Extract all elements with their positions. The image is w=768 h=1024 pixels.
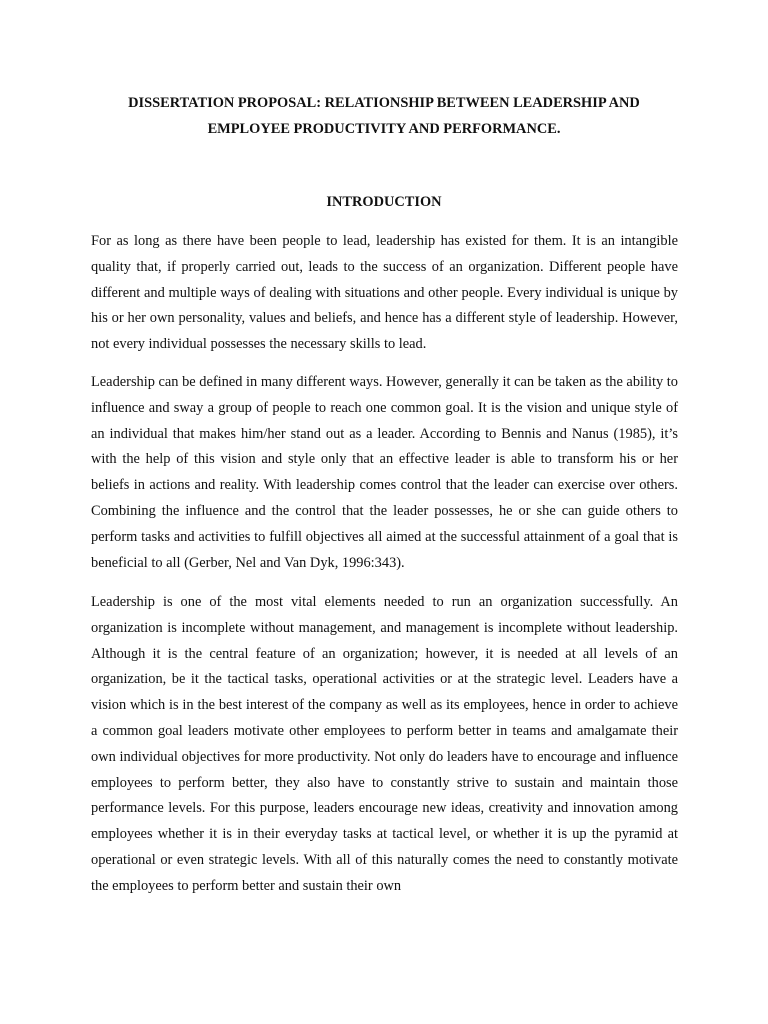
paragraph-1: For as long as there have been people to lead, leadership has existed for them. It is an intangible quality that, if properly carried out, leads to the success of an organization. Different people have different and multiple ways of dealing with situations and other people. Every individual is unique by his or her own personality, values and beliefs, and hence has a different style of leadership. However, not every individual possesses the necessary skills to lead. [91, 233, 678, 353]
section-heading-introduction: INTRODUCTION [326, 194, 442, 210]
paragraph-3: Leadership is one of the most vital elements needed to run an organization successfully. An organization is incomplete without management, and management is incomplete without leadership. Although it is the central feature of an organization; however, it is needed at all levels of an organization, be it the tactical tasks, operational activities or at the strategic level. Leaders have a vision which is in the best interest of the company as well as its employees, hence in order to achieve a common goal leaders motivate other employees to perform better in teams and amalgamate their own individual objectives for more productivity. Not only do leaders have to encourage and influence employees to perform better, they also have to constantly strive to sustain and maintain those performance levels. For this purpose, leaders encourage new ideas, creativity and innovation among employees whether it is in their everyday tasks at tactical level, or whether it is up the pyramid at operational or even strategic levels. With all of this naturally comes the need to constantly motivate the employees to perform better and sustain their own [91, 594, 678, 894]
document-title-line-1: DISSERTATION PROPOSAL: RELATIONSHIP BETWEEN LEADERSHIP AND [128, 95, 640, 111]
paragraph-2: Leadership can be defined in many different ways. However, generally it can be taken as the ability to influence and sway a group of people to reach one common goal. It is the vision and unique style of an individual that makes him/her stand out as a leader. According to Bennis and Nanus (1985), it’s with the help of this vision and style only that an effective leader is able to transform his or her beliefs in actions and reality. With leadership comes control that the leader can exercise over others. Combining the influence and the control that the leader possesses, he or she can guide others to perform tasks and activities to fulfill objectives all aimed at the successful attainment of a goal that is beneficial to all (Gerber, Nel and Van Dyk, 1996:343). [91, 374, 678, 571]
document-title-line-2: EMPLOYEE PRODUCTIVITY AND PERFORMANCE. [207, 121, 561, 137]
